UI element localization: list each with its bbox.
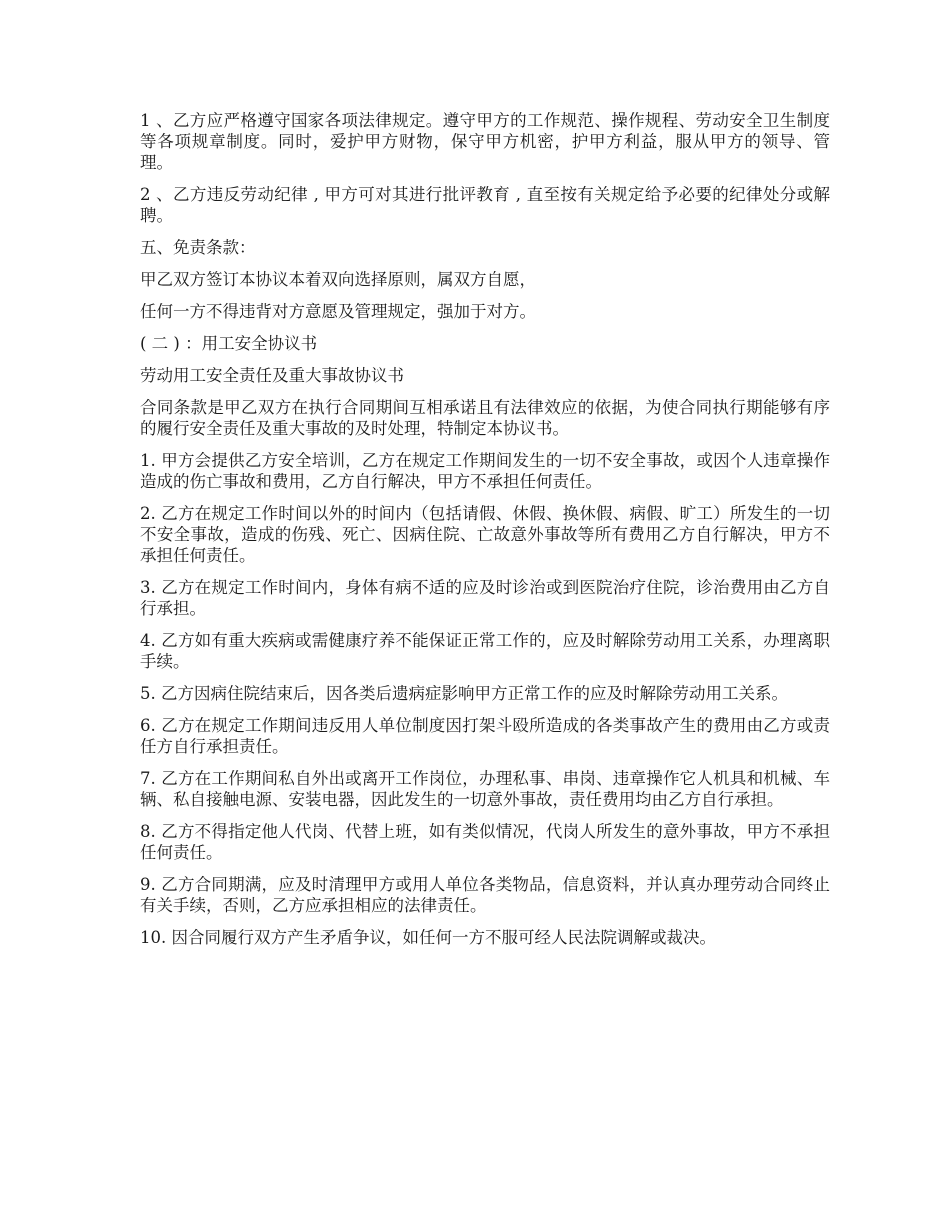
- safety-item-4: 4. 乙方如有重大疾病或需健康疗养不能保证正常工作的，应及时解除劳动用工关系，办理离职手续。: [140, 631, 830, 671]
- section-heading-safety-agreement: ( 二 ) ：用工安全协议书: [140, 334, 318, 353]
- safety-item-2: 2. 乙方在规定工作时间以外的时间内（包括请假、休假、换休假、病假、旷工）所发生的一切不安全事故，造成的伤残、死亡、因病住院、亡故意外事故等所有费用乙方自行解决，甲方不承担任何责任。: [140, 504, 830, 565]
- safety-item-3: 3. 乙方在规定工作时间内，身体有病不适的应及时诊治或到医院治疗住院，诊治费用由乙方自行承担。: [140, 578, 830, 618]
- safety-item-10: 10. 因合同履行双方产生矛盾争议，如任何一方不服可经人民法院调解或裁决。: [140, 928, 716, 947]
- safety-item-6: 6. 乙方在规定工作期间违反用人单位制度因打架斗殴所造成的各类事故产生的费用由乙方或责任方自行承担责任。: [140, 716, 830, 756]
- safety-item-8: 8. 乙方不得指定他人代岗、代替上班，如有类似情况，代岗人所发生的意外事故，甲方不承担任何责任。: [140, 822, 830, 862]
- safety-item-7: 7. 乙方在工作期间私自外出或离开工作岗位，办理私事、串岗、违章操作它人机具和机械、车辆、私自接触电源、安装电器，因此发生的一切意外事故，责任费用均由乙方自行承担。: [140, 769, 830, 809]
- exemption-line-2: 任何一方不得违背对方意愿及管理规定，强加于对方。: [140, 302, 536, 321]
- safety-item-5: 5. 乙方因病住院结束后，因各类后遗病症影响甲方正常工作的应及时解除劳动用工关系。: [140, 684, 788, 703]
- safety-item-1: 1. 甲方会提供乙方安全培训，乙方在规定工作期间发生的一切不安全事故，或因个人违章操作造成的伤亡事故和费用，乙方自行解决，甲方不承担任何责任。: [140, 451, 830, 491]
- document-body: [140, 110, 830, 959]
- safety-item-9: 9. 乙方合同期满，应及时清理甲方或用人单位各类物品，信息资料，并认真办理劳动合同终止有关手续，否则，乙方应承担相应的法律责任。: [140, 875, 830, 915]
- agreement-title: 劳动用工安全责任及重大事故协议书: [140, 366, 404, 385]
- exemption-line-1: 甲乙双方签订本协议本着双向选择原则，属双方自愿，: [140, 270, 536, 289]
- clause-2-discipline: 2 、乙方违反劳动纪律 , 甲方可对其进行批评教育 , 直至按有关规定给予必要的纪律处分或解聘。: [140, 185, 830, 225]
- clause-1-compliance: 1 、乙方应严格遵守国家各项法律规定。遵守甲方的工作规范、操作规程、劳动安全卫生制度等各项规章制度。同时，爱护甲方财物，保守甲方机密，护甲方利益，服从甲方的领导、管理。: [140, 111, 830, 172]
- agreement-intro: 合同条款是甲乙双方在执行合同期间互相承诺且有法律效应的依据，为使合同执行期能够有序的履行安全责任及重大事故的及时处理，特制定本协议书。: [140, 398, 830, 438]
- section-heading-exemption: 五、免责条款：: [140, 238, 256, 257]
